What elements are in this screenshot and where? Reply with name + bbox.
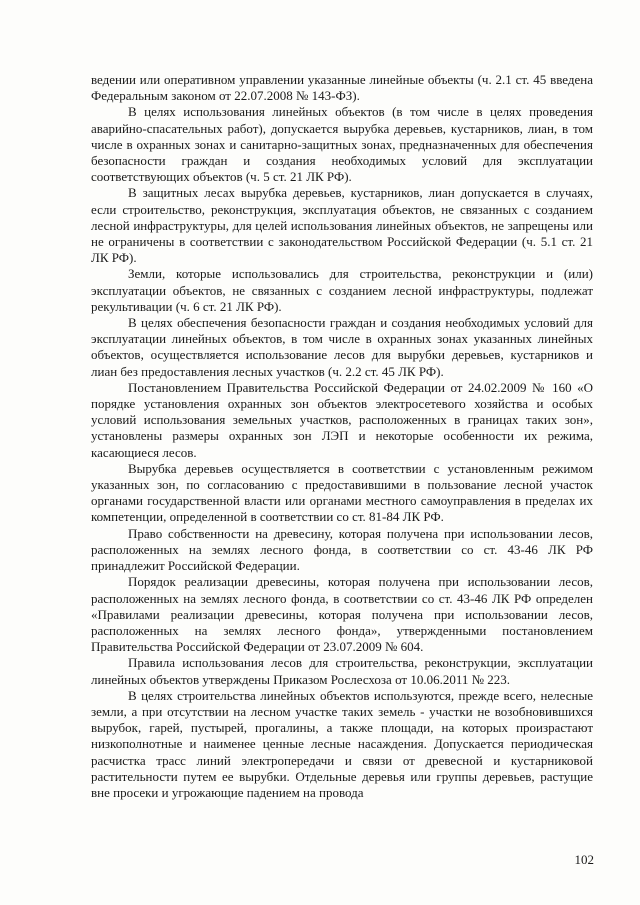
paragraph: В целях строительства линейных объектов используются, прежде всего, нелесные земли, а при отсутствии на лесном участке таких земель - участки не возобновившихся вырубок, гарей, пустырей, прогалины, а также площади, на которых произрастают низкополнотные и наименее ценные лесные насаждения. Допускается периодическая расчистка трасс линий электропередачи и связи от древесной и кустарниковой растительности путем ее вырубки. Отдельные деревья или группы деревьев, растущие вне просеки и угрожающие падением на провода xyxy=(91,687,593,800)
page-number: 102 xyxy=(574,852,594,867)
paragraph: Вырубка деревьев осуществляется в соответствии с установленным режимом указанных зон, по согласованию с предоставившими в пользование лесной участок органами государственной власти или органами местного самоуправления в пределах их компетенции, определенной в соответствии со ст. 81-84 ЛК РФ. xyxy=(91,460,593,525)
paragraph: Постановлением Правительства Российской Федерации от 24.02.2009 № 160 «О порядке установления охранных зон объектов электросетевого хозяйства и особых условий использования земельных участков, расположенных в границах таких зон», установлены размеры охранных зон ЛЭП и некоторые особенности их режима, касающиеся лесов. xyxy=(91,379,593,460)
paragraph: В целях использования линейных объектов (в том числе в целях проведения аварийно-спасательных работ), допускается вырубка деревьев, кустарников, лиан, в том числе в охранных зонах и санитарно-защитных зонах, предназначенных для обеспечения безопасности граждан и создания необходимых условий для эксплуатации соответствующих объектов (ч. 5 ст. 21 ЛК РФ). xyxy=(91,104,593,185)
paragraph: Право собственности на древесину, которая получена при использовании лесов, расположенных на землях лесного фонда, в соответствии со ст. 43-46 ЛК РФ принадлежит Российской Федерации. xyxy=(91,525,593,574)
paragraph-continuation: ведении или оперативном управлении указанные линейные объекты (ч. 2.1 ст. 45 введена Федеральным законом от 22.07.2008 № 143-ФЗ). xyxy=(91,72,593,104)
document-body xyxy=(91,72,593,801)
paragraph: Земли, которые использовались для строительства, реконструкции и (или) эксплуатации объектов, не связанных с созданием лесной инфраструктуры, подлежат рекультивации (ч. 6 ст. 21 ЛК РФ). xyxy=(91,266,593,314)
paragraph: В целях обеспечения безопасности граждан и создания необходимых условий для эксплуатации линейных объектов, в том числе в охранных зонах указанных линейных объектов, осуществляется использование лесов для вырубки деревьев, кустарников и лиан без предоставления лесных участков (ч. 2.2 ст. 45 ЛК РФ). xyxy=(91,315,593,379)
paragraph: В защитных лесах вырубка деревьев, кустарников, лиан допускается в случаях, если строительство, реконструкция, эксплуатация объектов, не связанных с созданием лесной инфраструктуры, для целей использования линейных объектов, не запрещены или не ограничены в соответствии с законодательством Российской Федерации (ч. 5.1 ст. 21 ЛК РФ). xyxy=(91,185,593,266)
paragraph: Порядок реализации древесины, которая получена при использовании лесов, расположенных на землях лесного фонда, в соответствии со ст. 43-46 ЛК РФ определен «Правилами реализации древесины, которая получена при использовании лесов, расположенных на землях лесного фонда», утвержденными постановлением Правительства Российской Федерации от 23.07.2009 № 604. xyxy=(91,574,593,655)
paragraph: Правила использования лесов для строительства, реконструкции, эксплуатации линейных объектов утверждены Приказом Рослесхоза от 10.06.2011 № 223. xyxy=(91,655,593,687)
